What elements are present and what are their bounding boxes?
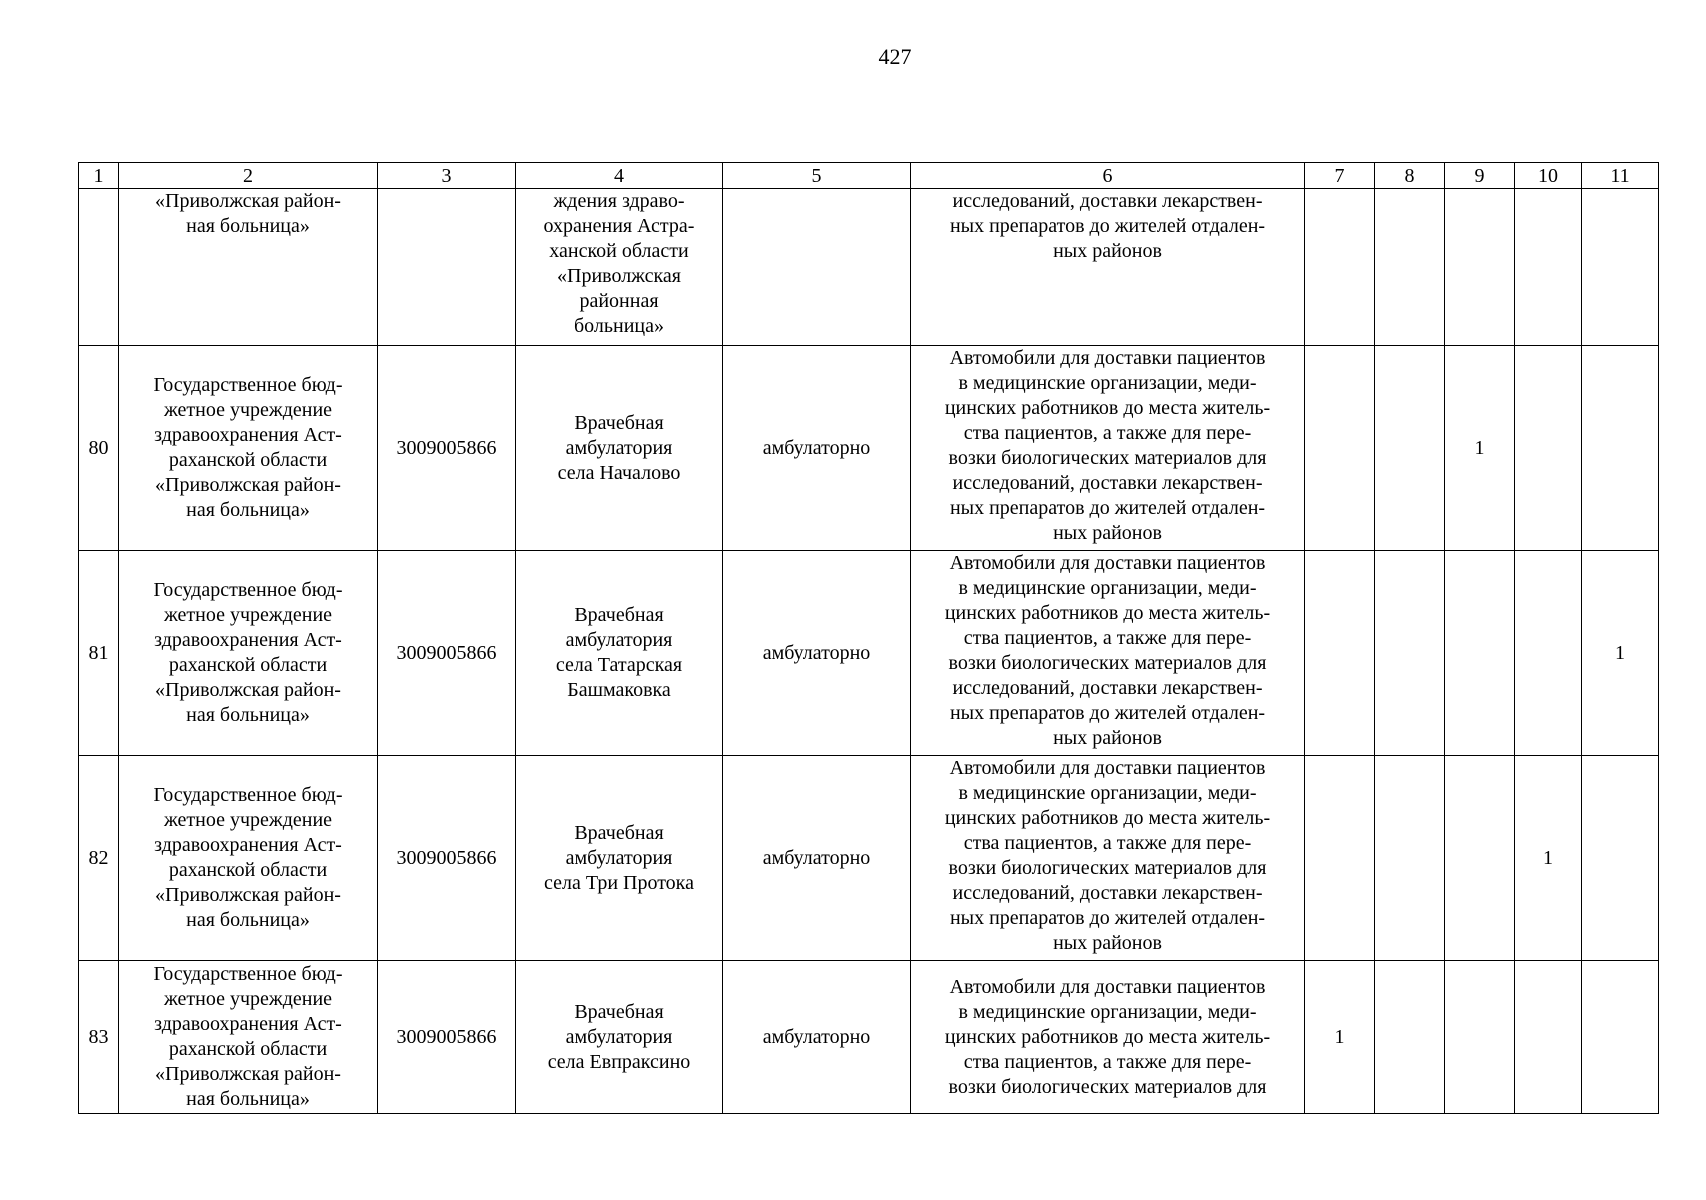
- cell-purpose: Автомобили для доставки пациентов в медицинские организации, меди- цинских работников до места житель- ства пациентов, а также для пере- возки биологических материалов для исследований, доставки лекарствен- ных препаратов до жителей отдален- ных районов: [911, 551, 1305, 756]
- cell-mode: [723, 189, 911, 346]
- cell-c10: [1515, 346, 1582, 551]
- cell-mode: амбулаторно: [723, 756, 911, 961]
- cell-location: Врачебная амбулатория села Евпраксино: [516, 961, 723, 1114]
- cell-num: 82: [79, 756, 119, 961]
- cell-inn: 3009005866: [378, 346, 516, 551]
- cell-location: Врачебная амбулатория села Татарская Башмаковка: [516, 551, 723, 756]
- cell-org: Государственное бюд- жетное учреждение здравоохранения Аст- раханской области «Приволжская район- ная больница»: [119, 756, 378, 961]
- cell-location: Врачебная амбулатория села Три Протока: [516, 756, 723, 961]
- cell-c7: [1305, 346, 1375, 551]
- cell-inn: [378, 189, 516, 346]
- table-row: [79, 756, 1659, 961]
- cell-c8: [1375, 756, 1445, 961]
- cell-c9: [1445, 551, 1515, 756]
- col-header-6: 6: [911, 163, 1305, 189]
- cell-purpose: Автомобили для доставки пациентов в медицинские организации, меди- цинских работников до места житель- ства пациентов, а также для пере- возки биологических материалов для: [911, 961, 1305, 1114]
- cell-c10: 1: [1515, 756, 1582, 961]
- cell-c9: [1445, 756, 1515, 961]
- cell-purpose: Автомобили для доставки пациентов в медицинские организации, меди- цинских работников до места житель- ства пациентов, а также для пере- возки биологических материалов для исследований, доставки лекарствен- ных препаратов до жителей отдален- ных районов: [911, 346, 1305, 551]
- cell-org: Государственное бюд- жетное учреждение здравоохранения Аст- раханской области «Приволжская район- ная больница»: [119, 551, 378, 756]
- cell-inn: 3009005866: [378, 551, 516, 756]
- col-header-2: 2: [119, 163, 378, 189]
- col-header-10: 10: [1515, 163, 1582, 189]
- cell-c10: [1515, 551, 1582, 756]
- cell-mode: амбулаторно: [723, 346, 911, 551]
- cell-inn: 3009005866: [378, 756, 516, 961]
- cell-c11: [1582, 189, 1659, 346]
- cell-c9: 1: [1445, 346, 1515, 551]
- cell-c8: [1375, 961, 1445, 1114]
- cell-purpose: Автомобили для доставки пациентов в медицинские организации, меди- цинских работников до места житель- ства пациентов, а также для пере- возки биологических материалов для исследований, доставки лекарствен- ных препаратов до жителей отдален- ных районов: [911, 756, 1305, 961]
- header-row: [79, 163, 1659, 189]
- vehicle-allocation-table: [78, 162, 1659, 1114]
- cell-org: «Приволжская район- ная больница»: [119, 189, 378, 346]
- cell-num: 81: [79, 551, 119, 756]
- cell-c10: [1515, 189, 1582, 346]
- cell-location: Врачебная амбулатория села Началово: [516, 346, 723, 551]
- cell-c7: [1305, 756, 1375, 961]
- cell-c9: [1445, 189, 1515, 346]
- col-header-3: 3: [378, 163, 516, 189]
- cell-org: Государственное бюд- жетное учреждение здравоохранения Аст- раханской области «Приволжская район- ная больница»: [119, 961, 378, 1114]
- cell-c8: [1375, 189, 1445, 346]
- col-header-9: 9: [1445, 163, 1515, 189]
- cell-org: Государственное бюд- жетное учреждение здравоохранения Аст- раханской области «Приволжская район- ная больница»: [119, 346, 378, 551]
- cell-location: ждения здраво- охранения Астра- ханской области «Приволжская районная больница»: [516, 189, 723, 346]
- cell-c7: [1305, 551, 1375, 756]
- cell-c7: [1305, 189, 1375, 346]
- continuation-row: [79, 189, 1659, 346]
- cell-purpose: исследований, доставки лекарствен- ных препаратов до жителей отдален- ных районов: [911, 189, 1305, 346]
- cell-c8: [1375, 346, 1445, 551]
- table-row: [79, 961, 1659, 1114]
- col-header-11: 11: [1582, 163, 1659, 189]
- cell-c9: [1445, 961, 1515, 1114]
- cell-inn: 3009005866: [378, 961, 516, 1114]
- cell-c11: 1: [1582, 551, 1659, 756]
- col-header-7: 7: [1305, 163, 1375, 189]
- cell-num: 83: [79, 961, 119, 1114]
- col-header-1: 1: [79, 163, 119, 189]
- cell-c11: [1582, 756, 1659, 961]
- page-number: 427: [878, 44, 912, 69]
- cell-c10: [1515, 961, 1582, 1114]
- cell-mode: амбулаторно: [723, 961, 911, 1114]
- cell-num: [79, 189, 119, 346]
- cell-num: 80: [79, 346, 119, 551]
- col-header-4: 4: [516, 163, 723, 189]
- col-header-5: 5: [723, 163, 911, 189]
- table-row: [79, 551, 1659, 756]
- table-row: [79, 346, 1659, 551]
- cell-c8: [1375, 551, 1445, 756]
- cell-mode: амбулаторно: [723, 551, 911, 756]
- cell-c11: [1582, 961, 1659, 1114]
- cell-c11: [1582, 346, 1659, 551]
- cell-c7: 1: [1305, 961, 1375, 1114]
- col-header-8: 8: [1375, 163, 1445, 189]
